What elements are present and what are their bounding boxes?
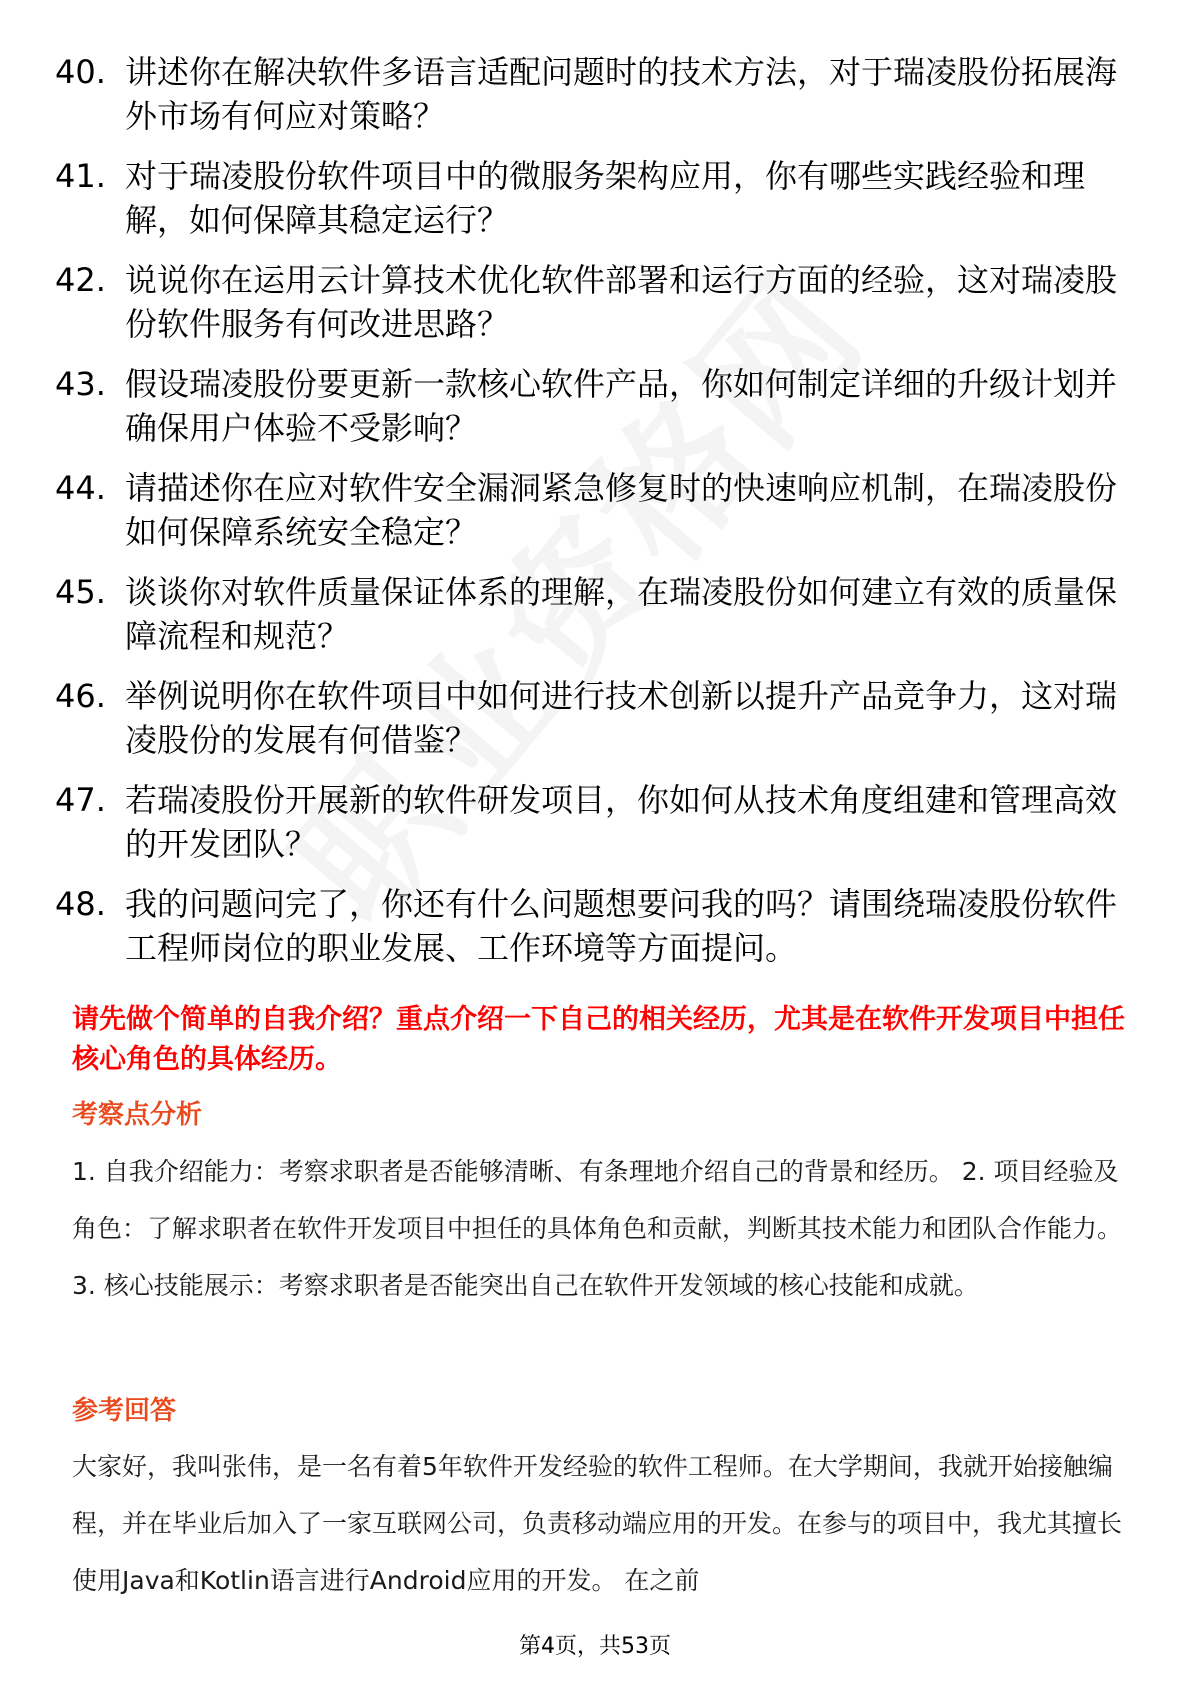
question-text: 对于瑞凌股份软件项目中的微服务架构应用，你有哪些实践经验和理解，如何保障其稳定运行？ bbox=[125, 157, 1086, 239]
analysis-body: 1. 自我介绍能力：考察求职者是否能够清晰、有条理地介绍自己的背景和经历。 2. 项目经验及角色：了解求职者在软件开发项目中担任的具体角色和贡献，判断其技术能力和团队合作能力。 3. 核心技能展示：考察求职者是否能突出自己在软件开发领域的核心技能和成就。 bbox=[72, 1157, 1123, 1300]
answer-heading: 参考回答 bbox=[72, 1396, 177, 1426]
question-text: 假设瑞凌股份要更新一款核心软件产品，你如何制定详细的升级计划并确保用户体验不受影响？ bbox=[125, 365, 1118, 447]
question-number: 44. bbox=[55, 469, 106, 507]
question-text: 讲述你在解决软件多语言适配问题时的技术方法，对于瑞凌股份拓展海外市场有何应对策略？ bbox=[125, 53, 1118, 135]
question-number: 48. bbox=[55, 885, 106, 923]
question-list bbox=[55, 50, 1135, 986]
question-text: 谈谈你对软件质量保证体系的理解，在瑞凌股份如何建立有效的质量保障流程和规范？ bbox=[125, 573, 1118, 655]
interview-question: 请先做个简单的自我介绍？重点介绍一下自己的相关经历，尤其是在软件开发项目中担任核心角色的具体经历。 bbox=[72, 1004, 1125, 1075]
list-item bbox=[55, 778, 1135, 866]
question-number: 40. bbox=[55, 53, 106, 91]
analysis-heading: 考察点分析 bbox=[72, 1100, 203, 1130]
question-number: 46. bbox=[55, 677, 106, 715]
question-text: 我的问题问完了，你还有什么问题想要问我的吗？请围绕瑞凌股份软件工程师岗位的职业发展、工作环境等方面提问。 bbox=[125, 885, 1118, 967]
page-footer: 第4页，共53页 bbox=[519, 1634, 671, 1659]
question-number: 42. bbox=[55, 261, 106, 299]
question-number: 45. bbox=[55, 573, 106, 611]
question-text: 举例说明你在软件项目中如何进行技术创新以提升产品竞争力，这对瑞凌股份的发展有何借鉴？ bbox=[125, 677, 1118, 759]
question-number: 43. bbox=[55, 365, 106, 403]
list-item bbox=[55, 466, 1135, 554]
list-item bbox=[55, 362, 1135, 450]
question-text: 请描述你在应对软件安全漏洞紧急修复时的快速响应机制，在瑞凌股份如何保障系统安全稳定？ bbox=[125, 469, 1118, 551]
question-text: 说说你在运用云计算技术优化软件部署和运行方面的经验，这对瑞凌股份软件服务有何改进思路？ bbox=[125, 261, 1118, 343]
list-item bbox=[55, 154, 1135, 242]
question-number: 47. bbox=[55, 781, 106, 819]
question-number: 41. bbox=[55, 157, 106, 195]
list-item bbox=[55, 258, 1135, 346]
list-item bbox=[55, 570, 1135, 658]
list-item bbox=[55, 50, 1135, 138]
answer-body: 大家好，我叫张伟，是一名有着5年软件开发经验的软件工程师。在大学期间，我就开始接触编程，并在毕业后加入了一家互联网公司，负责移动端应用的开发。在参与的项目中，我尤其擅长使用Java和Kotlin语言进行Android应用的开发。 在之前 bbox=[72, 1452, 1123, 1595]
list-item bbox=[55, 674, 1135, 762]
question-text: 若瑞凌股份开展新的软件研发项目，你如何从技术角度组建和管理高效的开发团队？ bbox=[125, 781, 1118, 863]
list-item bbox=[55, 882, 1135, 970]
